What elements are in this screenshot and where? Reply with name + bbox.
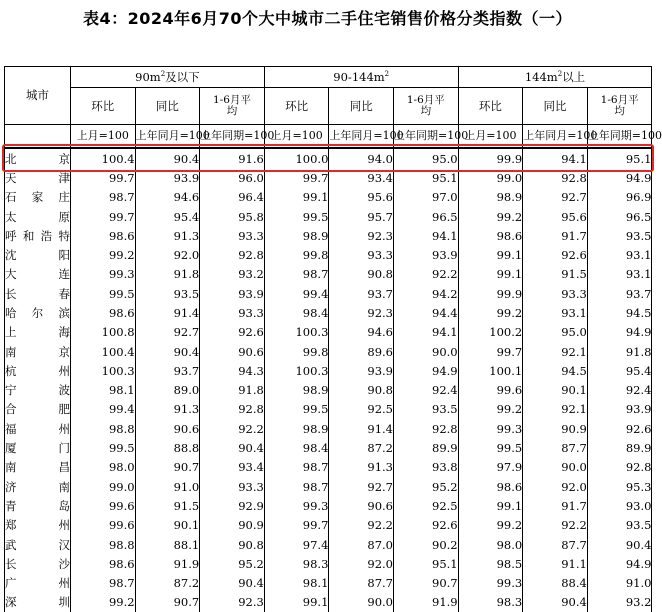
table-header: [5, 67, 662, 149]
index-value: 91.6: [200, 148, 265, 168]
city-name: 合肥: [5, 400, 71, 419]
index-value: 93.3: [329, 245, 394, 264]
table-row: [5, 458, 652, 477]
index-value: 88.4: [523, 574, 588, 593]
index-value: 92.8: [523, 168, 588, 187]
index-value: 99.1: [458, 265, 523, 284]
city-name: 深圳: [5, 593, 71, 612]
index-value: 98.1: [264, 574, 329, 593]
index-value: 99.5: [71, 284, 136, 303]
index-value: 92.7: [135, 323, 200, 342]
index-value: 90.0: [394, 342, 459, 361]
index-value: 93.3: [200, 477, 265, 496]
index-value: 99.3: [458, 574, 523, 593]
index-value: 92.2: [394, 265, 459, 284]
index-value: 94.1: [394, 323, 459, 342]
index-value: 99.5: [71, 438, 136, 457]
index-value: 99.1: [264, 593, 329, 612]
city-base-blank: [5, 125, 71, 149]
index-value: 96.4: [200, 188, 265, 207]
index-value: 100.8: [71, 323, 136, 342]
index-value: 99.3: [264, 496, 329, 515]
city-name: 太原: [5, 207, 71, 226]
index-value: 99.3: [71, 265, 136, 284]
index-value: 95.4: [135, 207, 200, 226]
index-value: 99.7: [71, 207, 136, 226]
table-row: [5, 226, 652, 245]
table-row: [5, 381, 652, 400]
table-row: [5, 207, 652, 226]
subheader-yoy: 同比: [135, 88, 200, 125]
city-name: 天津: [5, 168, 71, 187]
index-value: 92.9: [200, 496, 265, 515]
index-value: 87.2: [329, 438, 394, 457]
index-value: 93.4: [200, 458, 265, 477]
city-name: 济南: [5, 477, 71, 496]
city-name: 广州: [5, 574, 71, 593]
index-value: 99.9: [458, 148, 523, 168]
index-value: 94.0: [329, 148, 394, 168]
index-value: 91.9: [135, 554, 200, 573]
table-row: [5, 477, 652, 496]
city-name: 青岛: [5, 496, 71, 515]
index-value: 90.7: [135, 593, 200, 612]
base-same-month-last-year: 上年同月=100: [329, 125, 394, 149]
index-value: 89.0: [135, 381, 200, 400]
index-value: 92.8: [200, 400, 265, 419]
index-value: 90.4: [523, 593, 588, 612]
index-value: 93.9: [200, 284, 265, 303]
index-value: 95.2: [200, 554, 265, 573]
index-value: 99.4: [264, 284, 329, 303]
table-row: [5, 593, 652, 612]
index-value: 94.1: [523, 148, 588, 168]
index-value: 92.5: [394, 496, 459, 515]
table-row: [5, 554, 652, 573]
index-value: 99.5: [264, 207, 329, 226]
index-value: 99.2: [71, 245, 136, 264]
index-value: 92.0: [135, 245, 200, 264]
index-value: 99.2: [71, 593, 136, 612]
index-value: 92.7: [523, 188, 588, 207]
index-value: 95.2: [394, 477, 459, 496]
index-value: 100.3: [71, 361, 136, 380]
city-name: 长春: [5, 284, 71, 303]
index-value: 91.5: [523, 265, 588, 284]
base-same-month-last-year: 上年同月=100: [135, 125, 200, 149]
subheader-mom: 环比: [71, 88, 136, 125]
subheader-ytd-average: 1-6月平均: [394, 88, 459, 125]
index-value: 93.3: [200, 226, 265, 245]
index-value: 99.4: [71, 400, 136, 419]
index-value: 90.6: [200, 342, 265, 361]
index-value: 91.9: [394, 593, 459, 612]
index-value: 93.1: [587, 245, 652, 264]
city-name: 厦门: [5, 438, 71, 457]
index-value: 100.4: [71, 342, 136, 361]
city-name: 哈尔滨: [5, 303, 71, 322]
city-name: 郑州: [5, 516, 71, 535]
index-value: 91.4: [329, 419, 394, 438]
city-name: 武汉: [5, 535, 71, 554]
index-value: 90.0: [523, 458, 588, 477]
index-value: 90.2: [394, 535, 459, 554]
index-value: 90.4: [135, 342, 200, 361]
table-row: [5, 188, 652, 207]
index-value: 92.2: [200, 419, 265, 438]
index-value: 93.5: [135, 284, 200, 303]
index-value: 91.0: [135, 477, 200, 496]
index-value: 99.1: [458, 496, 523, 515]
index-value: 95.1: [587, 148, 652, 168]
index-value: 98.8: [71, 419, 136, 438]
table-row: [5, 148, 652, 168]
index-value: 99.1: [264, 188, 329, 207]
index-value: 94.9: [587, 323, 652, 342]
index-value: 95.6: [329, 188, 394, 207]
index-value: 90.4: [200, 438, 265, 457]
index-value: 91.4: [135, 303, 200, 322]
index-value: 96.9: [587, 188, 652, 207]
city-name: 长沙: [5, 554, 71, 573]
index-value: 98.4: [264, 438, 329, 457]
index-value: 98.7: [71, 574, 136, 593]
index-value: 89.9: [394, 438, 459, 457]
index-value: 94.2: [394, 284, 459, 303]
index-value: 98.9: [264, 381, 329, 400]
index-value: 92.3: [329, 303, 394, 322]
base-prev-month: 上月=100: [458, 125, 523, 149]
index-value: 87.2: [135, 574, 200, 593]
index-value: 98.3: [264, 554, 329, 573]
index-value: 91.1: [523, 554, 588, 573]
index-value: 98.5: [458, 554, 523, 573]
index-value: 94.6: [329, 323, 394, 342]
index-value: 92.3: [329, 226, 394, 245]
base-same-period-last-year: 上年同期=100: [200, 125, 265, 149]
index-value: 92.8: [587, 458, 652, 477]
index-value: 98.7: [264, 265, 329, 284]
group-header-90-144: $90-144m^2$: [264, 67, 458, 88]
table-row: [5, 284, 652, 303]
index-value: 90.6: [329, 496, 394, 515]
index-value: 93.9: [135, 168, 200, 187]
index-value: 99.5: [264, 400, 329, 419]
index-value: 91.0: [587, 574, 652, 593]
index-value: 99.2: [458, 207, 523, 226]
index-value: 91.3: [329, 458, 394, 477]
index-value: 98.6: [458, 226, 523, 245]
index-value: 93.9: [587, 400, 652, 419]
table-row: [5, 265, 652, 284]
index-value: 90.4: [135, 148, 200, 168]
index-value: 92.6: [394, 516, 459, 535]
index-value: 93.1: [523, 303, 588, 322]
index-value: 98.0: [71, 458, 136, 477]
index-value: 94.5: [587, 303, 652, 322]
table-row: [5, 496, 652, 515]
index-value: 93.7: [135, 361, 200, 380]
table-row: [5, 323, 652, 342]
index-value: 100.0: [264, 148, 329, 168]
index-value: 90.7: [394, 574, 459, 593]
subheader-mom: 环比: [264, 88, 329, 125]
index-value: 95.3: [587, 477, 652, 496]
index-value: 92.6: [587, 419, 652, 438]
index-value: 93.0: [587, 496, 652, 515]
index-value: 98.9: [264, 419, 329, 438]
index-value: 93.3: [200, 303, 265, 322]
index-value: 93.4: [329, 168, 394, 187]
index-value: 90.8: [329, 265, 394, 284]
index-value: 87.0: [329, 535, 394, 554]
index-value: 99.2: [458, 400, 523, 419]
index-value: 98.9: [458, 188, 523, 207]
index-value: 98.7: [264, 477, 329, 496]
index-value: 94.9: [394, 361, 459, 380]
index-value: 90.0: [329, 593, 394, 612]
index-value: 89.6: [329, 342, 394, 361]
index-value: 100.1: [458, 361, 523, 380]
index-value: 92.7: [329, 477, 394, 496]
city-name: 宁波: [5, 381, 71, 400]
index-value: 90.6: [135, 419, 200, 438]
city-name: 沈阳: [5, 245, 71, 264]
index-value: 96.5: [587, 207, 652, 226]
table-row: [5, 574, 652, 593]
index-value: 96.5: [394, 207, 459, 226]
index-value: 93.5: [394, 400, 459, 419]
index-value: 100.3: [264, 361, 329, 380]
subheader-yoy: 同比: [523, 88, 588, 125]
index-value: 92.1: [523, 400, 588, 419]
index-value: 91.7: [523, 496, 588, 515]
index-value: 99.0: [71, 477, 136, 496]
index-value: 96.0: [200, 168, 265, 187]
index-value: 99.1: [458, 245, 523, 264]
index-value: 98.7: [264, 458, 329, 477]
city-name: 大连: [5, 265, 71, 284]
table-row: [5, 303, 652, 322]
table-row: [5, 438, 652, 457]
index-value: 93.7: [329, 284, 394, 303]
index-value: 98.6: [71, 226, 136, 245]
index-value: 93.3: [523, 284, 588, 303]
index-value: 99.6: [71, 516, 136, 535]
index-value: 100.4: [71, 148, 136, 168]
index-value: 92.4: [587, 381, 652, 400]
index-value: 100.3: [264, 323, 329, 342]
index-value: 99.7: [71, 168, 136, 187]
index-value: 99.7: [458, 342, 523, 361]
table-row: [5, 516, 652, 535]
index-value: 90.4: [200, 574, 265, 593]
index-value: 92.3: [200, 593, 265, 612]
index-value: 95.8: [200, 207, 265, 226]
index-value: 91.8: [587, 342, 652, 361]
index-value: 91.7: [523, 226, 588, 245]
index-value: 99.0: [458, 168, 523, 187]
index-value: 94.3: [200, 361, 265, 380]
index-value: 91.3: [135, 400, 200, 419]
index-value: 98.1: [71, 381, 136, 400]
index-value: 92.6: [200, 323, 265, 342]
index-value: 88.1: [135, 535, 200, 554]
index-value: 97.4: [264, 535, 329, 554]
city-name: 北京: [5, 148, 71, 168]
base-prev-month: 上月=100: [71, 125, 136, 149]
subheader-ytd-average: 1-6月平均: [587, 88, 652, 125]
index-value: 98.3: [458, 593, 523, 612]
index-value: 92.8: [200, 245, 265, 264]
index-value: 95.6: [523, 207, 588, 226]
city-name: 呼和浩特: [5, 226, 71, 245]
city-name: 南京: [5, 342, 71, 361]
index-value: 93.5: [587, 516, 652, 535]
index-value: 99.7: [264, 168, 329, 187]
index-value: 95.0: [523, 323, 588, 342]
subheader-ytd-average: 1-6月平均: [200, 88, 265, 125]
index-value: 93.9: [329, 361, 394, 380]
index-value: 92.0: [329, 554, 394, 573]
index-value: 94.5: [523, 361, 588, 380]
index-value: 100.2: [458, 323, 523, 342]
table-row: [5, 400, 652, 419]
city-column-header: 城市: [5, 67, 71, 125]
index-value: 99.5: [458, 438, 523, 457]
index-value: 95.1: [394, 168, 459, 187]
index-value: 95.1: [394, 554, 459, 573]
index-value: 94.1: [394, 226, 459, 245]
group-header-90-below: $90m^2$及以下: [71, 67, 265, 88]
index-value: 98.4: [264, 303, 329, 322]
index-value: 89.9: [587, 438, 652, 457]
index-value: 90.8: [200, 535, 265, 554]
index-value: 94.6: [135, 188, 200, 207]
index-value: 91.8: [200, 381, 265, 400]
index-value: 99.2: [458, 303, 523, 322]
index-value: 99.9: [458, 284, 523, 303]
index-value: 94.9: [587, 554, 652, 573]
index-value: 99.6: [71, 496, 136, 515]
base-prev-month: 上月=100: [264, 125, 329, 149]
index-value: 94.4: [394, 303, 459, 322]
index-value: 99.3: [458, 419, 523, 438]
table-row: [5, 342, 652, 361]
index-value: 98.8: [71, 535, 136, 554]
index-value: 93.5: [587, 226, 652, 245]
table-row: [5, 419, 652, 438]
index-value: 91.3: [135, 226, 200, 245]
subheader-yoy: 同比: [329, 88, 394, 125]
index-value: 90.7: [135, 458, 200, 477]
city-name: 石家庄: [5, 188, 71, 207]
subheader-mom: 环比: [458, 88, 523, 125]
index-value: 99.2: [458, 516, 523, 535]
index-value: 91.5: [135, 496, 200, 515]
index-value: 90.9: [523, 419, 588, 438]
index-value: 98.9: [264, 226, 329, 245]
index-value: 88.8: [135, 438, 200, 457]
index-value: 93.1: [587, 265, 652, 284]
city-name: 福州: [5, 419, 71, 438]
index-value: 94.9: [587, 168, 652, 187]
table-row: [5, 535, 652, 554]
table-row: [5, 361, 652, 380]
index-value: 92.8: [394, 419, 459, 438]
index-value: 91.8: [135, 265, 200, 284]
base-same-month-last-year: 上年同月=100: [523, 125, 588, 149]
index-value: 93.7: [587, 284, 652, 303]
index-value: 98.6: [458, 477, 523, 496]
price-index-table: [4, 66, 662, 612]
index-value: 92.4: [394, 381, 459, 400]
index-value: 95.7: [329, 207, 394, 226]
index-value: 90.4: [587, 535, 652, 554]
index-value: 92.0: [523, 477, 588, 496]
city-name: 上海: [5, 323, 71, 342]
index-value: 99.8: [264, 342, 329, 361]
base-same-period-last-year: 上年同期=100: [587, 125, 652, 149]
index-value: 95.4: [587, 361, 652, 380]
index-value: 99.8: [264, 245, 329, 264]
index-value: 92.6: [523, 245, 588, 264]
index-value: 93.2: [587, 593, 652, 612]
index-value: 98.6: [71, 303, 136, 322]
index-value: 90.1: [523, 381, 588, 400]
table-row: [5, 245, 652, 264]
city-name: 南昌: [5, 458, 71, 477]
index-value: 98.0: [458, 535, 523, 554]
index-value: 92.2: [329, 516, 394, 535]
index-value: 87.7: [329, 574, 394, 593]
index-value: 93.2: [200, 265, 265, 284]
index-value: 99.7: [264, 516, 329, 535]
index-value: 93.9: [394, 245, 459, 264]
index-value: 87.7: [523, 438, 588, 457]
index-value: 92.5: [329, 400, 394, 419]
index-value: 98.7: [71, 188, 136, 207]
index-value: 98.6: [71, 554, 136, 573]
index-value: 99.6: [458, 381, 523, 400]
index-value: 92.1: [523, 342, 588, 361]
index-value: 93.8: [394, 458, 459, 477]
page-title: 表4：2024年6月70个大中城市二手住宅销售价格分类指数（一）: [82, 9, 573, 28]
index-value: 95.0: [394, 148, 459, 168]
index-value: 90.8: [329, 381, 394, 400]
index-value: 90.1: [135, 516, 200, 535]
base-same-period-last-year: 上年同期=100: [394, 125, 459, 149]
index-value: 92.2: [523, 516, 588, 535]
index-value: 97.0: [394, 188, 459, 207]
group-header-144-above: $144m^2$以上: [458, 67, 652, 88]
index-value: 90.9: [200, 516, 265, 535]
table-row: [5, 168, 652, 187]
index-value: 97.9: [458, 458, 523, 477]
city-name: 杭州: [5, 361, 71, 380]
index-value: 87.7: [523, 535, 588, 554]
table-body: [5, 148, 652, 612]
